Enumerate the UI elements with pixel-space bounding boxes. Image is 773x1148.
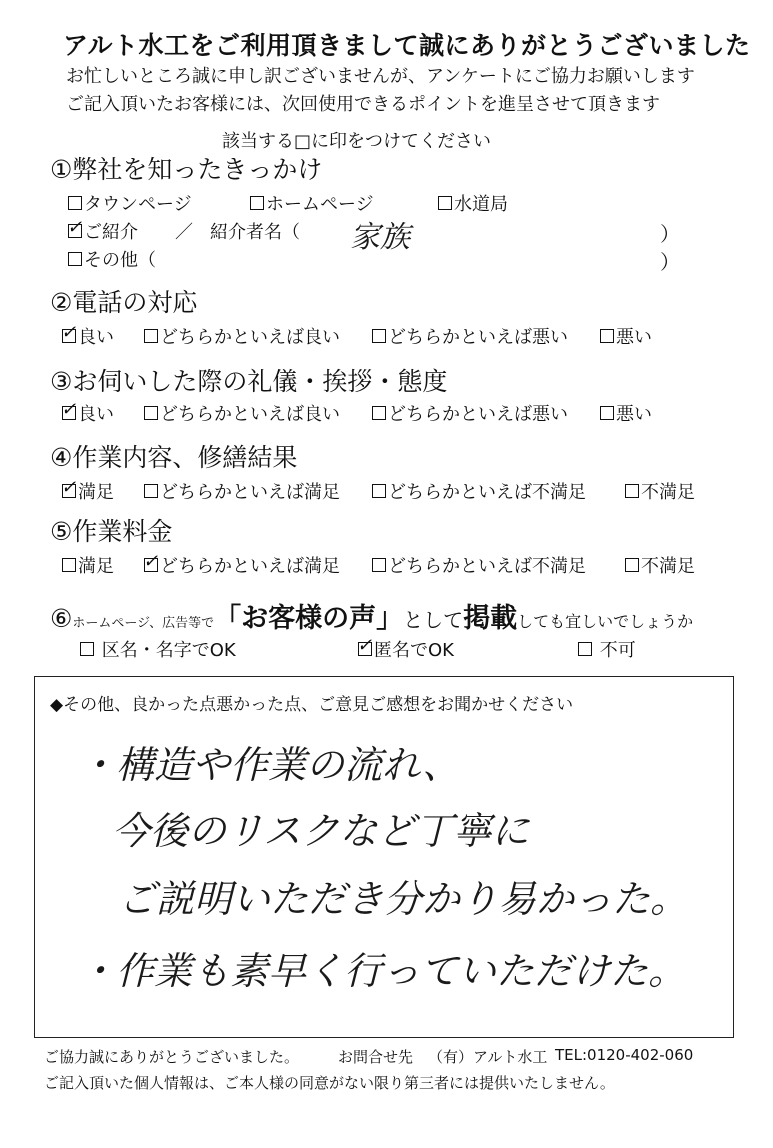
check-mark-icon: ✓: [357, 635, 373, 656]
q6-suffix: しても宜しいでしょうか: [517, 612, 694, 631]
checkbox[interactable]: [372, 329, 386, 343]
checkbox[interactable]: [600, 329, 614, 343]
q5-option-rather-unsatisfied[interactable]: どちらかといえば不満足: [372, 552, 586, 578]
checkbox[interactable]: [600, 406, 614, 420]
q1-option-homepage[interactable]: ホームページ: [250, 190, 374, 216]
footer-thanks: ご協力誠にありがとうございました。: [44, 1048, 300, 1066]
check-mark-icon: ✓: [143, 551, 159, 572]
q2-option-good[interactable]: ✓ 良い: [61, 322, 114, 348]
q1-slash: ／: [175, 222, 193, 243]
q5-title: ⑤作業料金: [50, 517, 173, 546]
footer-company: （有）アルト水工: [428, 1048, 548, 1066]
checkbox[interactable]: [62, 558, 76, 572]
q5-option-satisfied[interactable]: 満足: [62, 552, 114, 578]
checkbox[interactable]: [144, 406, 158, 420]
q2-title: ②電話の対応: [50, 288, 198, 317]
q1-option-townpage[interactable]: タウンページ: [68, 190, 192, 216]
checkbox[interactable]: [372, 406, 386, 420]
q5-option-unsatisfied[interactable]: 不満足: [625, 552, 695, 578]
checkbox[interactable]: [578, 642, 592, 656]
q2-option-rather-good[interactable]: どちらかといえば良い: [144, 323, 340, 349]
q6-question: [50, 596, 693, 635]
checkbox-checked[interactable]: [61, 322, 77, 343]
q1-referrer-label: 紹介者名（: [210, 222, 300, 243]
q6-option-not-allowed[interactable]: 不可: [578, 636, 636, 662]
checkbox-checked[interactable]: [143, 551, 159, 572]
checkbox[interactable]: [68, 196, 82, 210]
check-mark-icon: ✓: [61, 322, 77, 343]
close-paren: ）: [660, 222, 680, 246]
q1-option-other[interactable]: その他（: [68, 246, 156, 272]
handwritten-line-2: 今後のリスクなど丁寧に: [112, 809, 530, 853]
handwritten-line-1: ・構造や作業の流れ、: [78, 743, 461, 787]
q1-title: ①弊社を知ったきっかけ: [50, 155, 323, 184]
footer-privacy: ご記入頂いた個人情報は、ご本人様の同意がない限り第三者には提供いたしません。: [44, 1074, 615, 1092]
checkbox[interactable]: [625, 484, 639, 498]
form-title: アルト水工をご利用頂きまして誠にありがとうございました: [63, 31, 751, 60]
checkbox[interactable]: [250, 196, 264, 210]
q6-quote: 「お客様の声」: [214, 603, 404, 634]
q4-option-satisfied[interactable]: ✓ 満足: [61, 477, 114, 503]
q6-prefix: ホームページ、広告等で: [72, 616, 215, 631]
check-mark-icon: ✓: [61, 399, 77, 420]
checkbox[interactable]: [144, 329, 158, 343]
q3-option-rather-good[interactable]: どちらかといえば良い: [144, 400, 340, 426]
q6-publish: 掲載: [463, 603, 518, 634]
checkbox-checked[interactable]: [61, 399, 77, 420]
checkbox[interactable]: [372, 558, 386, 572]
checkbox[interactable]: [372, 484, 386, 498]
q4-title: ④作業内容、修繕結果: [50, 443, 298, 472]
q3-option-good[interactable]: ✓ 良い: [61, 399, 114, 425]
q6-option-name-ok[interactable]: 区名・名字でOK: [80, 636, 236, 662]
q6-option-anonymous-ok[interactable]: ✓ 匿名でOK: [357, 635, 454, 661]
footer-tel: TEL:0120-402-060: [555, 1046, 694, 1064]
handwritten-line-4: ・作業も素早く行っていただけた。: [78, 949, 687, 993]
q3-option-bad[interactable]: 悪い: [600, 400, 652, 426]
checkbox[interactable]: [144, 484, 158, 498]
checkbox[interactable]: [438, 196, 452, 210]
check-mark-icon: ✓: [67, 217, 83, 238]
check-mark-icon: ✓: [61, 477, 77, 498]
checkbox-checked[interactable]: [67, 217, 83, 238]
q5-option-rather-satisfied[interactable]: ✓ どちらかといえば満足: [143, 551, 340, 577]
q1-referrer-name[interactable]: 家族: [350, 220, 410, 255]
q4-option-rather-unsatisfied[interactable]: どちらかといえば不満足: [372, 478, 586, 504]
checkbox[interactable]: [80, 642, 94, 656]
q1-option-referral[interactable]: ✓ ご紹介: [67, 217, 138, 243]
handwritten-line-3: ご説明いただき分かり易かった。: [118, 877, 689, 921]
checkbox[interactable]: [625, 558, 639, 572]
instruction-text: 該当する□に印をつけてください: [222, 131, 492, 152]
q4-option-rather-satisfied[interactable]: どちらかといえば満足: [144, 478, 340, 504]
q2-option-bad[interactable]: 悪い: [600, 323, 652, 349]
q3-option-rather-bad[interactable]: どちらかといえば悪い: [372, 400, 568, 426]
close-paren: ）: [660, 250, 680, 274]
footer-contact-label: お問合せ先: [338, 1048, 414, 1066]
q6-number: ⑥: [50, 604, 73, 633]
q4-option-unsatisfied[interactable]: 不満足: [625, 478, 695, 504]
q6-middle: として: [403, 608, 464, 632]
checkbox[interactable]: [68, 252, 82, 266]
request-text: お忙しいところ誠に申し訳ございませんが、アンケートにご協力お願いします: [66, 66, 695, 87]
q2-option-rather-bad[interactable]: どちらかといえば悪い: [372, 323, 568, 349]
q3-title: ③お伺いした際の礼儀・挨拶・態度: [50, 367, 448, 396]
checkbox-checked[interactable]: [357, 635, 373, 656]
comment-heading: ◆その他、良かった点悪かった点、ご意見ご感想をお聞かせください: [50, 695, 574, 715]
q1-option-waterworks[interactable]: 水道局: [438, 190, 508, 216]
checkbox-checked[interactable]: [61, 477, 77, 498]
reward-text: ご記入頂いたお客様には、次回使用できるポイントを進呈させて頂きます: [66, 94, 660, 115]
